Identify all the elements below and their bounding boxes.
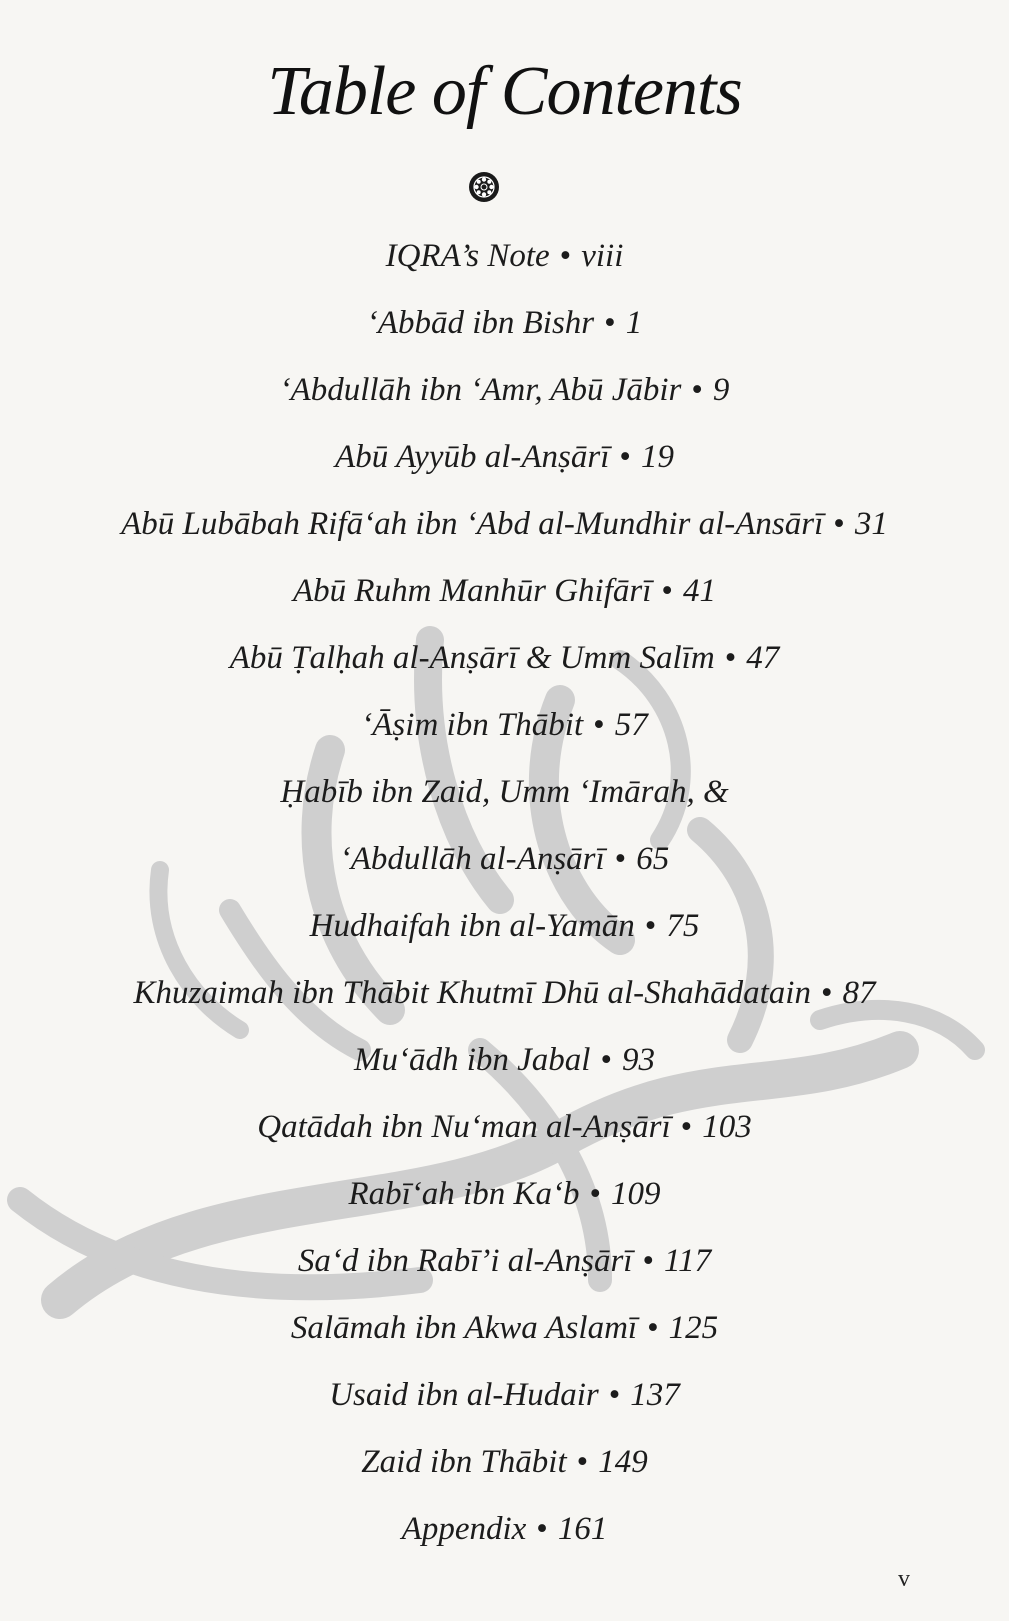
toc-entry-page: 125 — [668, 1310, 719, 1346]
bullet-separator: • — [642, 1243, 655, 1279]
bullet-separator: • — [576, 1444, 589, 1480]
toc-entry-title: Qatādah ibn Nu‘man al-Anṣārī — [257, 1109, 671, 1145]
toc-entry-page: 103 — [702, 1109, 752, 1145]
toc-entry-title: Mu‘ādh ibn Jabal — [353, 1042, 591, 1078]
toc-entry[interactable] — [0, 437, 1009, 477]
toc-entry[interactable] — [0, 906, 1009, 946]
toc-entry-title: Sa‘d ibn Rabī’i al-Anṣārī — [297, 1243, 633, 1279]
bullet-separator: • — [559, 238, 572, 274]
toc-entry[interactable] — [0, 772, 1009, 812]
flower-ornament-icon — [468, 171, 500, 203]
toc-entry-page: 161 — [557, 1511, 608, 1547]
toc-entry[interactable] — [0, 303, 1009, 343]
toc-entry-page: 31 — [854, 506, 888, 542]
toc-entry-page: 19 — [640, 439, 674, 475]
toc-entry-page: 41 — [682, 573, 716, 609]
bullet-separator: • — [536, 1511, 548, 1547]
toc-entry-title: Usaid ibn al-Hudair — [329, 1377, 599, 1413]
bullet-separator: • — [593, 707, 605, 743]
toc-entry-title: Salāmah ibn Akwa Aslamī — [290, 1310, 638, 1346]
bullet-separator: • — [589, 1176, 602, 1212]
bullet-separator: • — [820, 975, 833, 1011]
bullet-separator: • — [644, 908, 657, 944]
toc-entry-title: Ḥabīb ibn Zaid, Umm ‘Imārah, & — [280, 774, 729, 810]
bullet-separator: • — [619, 439, 631, 475]
toc-entry-title: ‘Abbād ibn Bishr — [366, 305, 595, 341]
bullet-separator: • — [604, 305, 616, 341]
bullet-separator: • — [833, 506, 845, 542]
toc-entry-title: ‘Abdullāh al-Anṣārī — [339, 841, 605, 877]
toc-entry[interactable] — [0, 1174, 1009, 1214]
toc-entry-page: 87 — [842, 975, 876, 1011]
bullet-separator: • — [600, 1042, 613, 1078]
toc-entry-page: 47 — [746, 640, 780, 676]
toc-entry[interactable] — [0, 571, 1009, 611]
toc-entry-page: 1 — [625, 305, 643, 341]
toc-entry[interactable] — [0, 1308, 1009, 1348]
toc-entry-title: Zaid ibn Thābit — [361, 1444, 567, 1480]
toc-entry-page: 149 — [598, 1444, 648, 1480]
bullet-separator: • — [647, 1310, 659, 1346]
toc-entry[interactable] — [0, 638, 1009, 678]
toc-entry-title: Abū Ṭalḥah al-Anṣārī & Umm Salīm — [229, 640, 715, 676]
toc-entry[interactable] — [0, 236, 1009, 276]
toc-entry[interactable] — [0, 1375, 1009, 1415]
toc-entry-title: Abū Lubābah Rifā‘ah ibn ‘Abd al-Mundhir al-Ansārī — [121, 506, 824, 542]
toc-entry-page: 93 — [622, 1042, 656, 1078]
page-title: Table of Contents — [267, 53, 742, 130]
toc-entry[interactable] — [0, 370, 1009, 410]
bullet-separator: • — [680, 1109, 693, 1145]
toc-entry-page: 109 — [611, 1176, 661, 1212]
toc-entry[interactable] — [0, 973, 1009, 1013]
toc-entry-page: viii — [581, 238, 624, 274]
bullet-separator: • — [691, 372, 703, 408]
bullet-separator: • — [608, 1377, 621, 1413]
toc-entry-title: Khuzaimah ibn Thābit Khutmī Dhū al-Shahādatain — [133, 975, 811, 1011]
toc-entry-title: ‘Abdullāh ibn ‘Amr, Abū Jābir — [279, 372, 682, 408]
toc-entry[interactable] — [0, 1107, 1009, 1147]
toc-entry[interactable] — [0, 1442, 1009, 1482]
toc-entry-title: ‘Āṣim ibn Thābit — [361, 707, 584, 743]
toc-entry-page: 9 — [712, 372, 730, 408]
bullet-separator: • — [661, 573, 673, 609]
toc-entry-page: 75 — [666, 908, 700, 944]
toc-entry-title: Hudhaifah ibn al-Yamān — [309, 908, 635, 944]
toc-entry[interactable] — [0, 504, 1009, 544]
toc-entry[interactable] — [0, 839, 1009, 879]
toc-entry[interactable] — [0, 1509, 1009, 1549]
toc-entry-title: Rabī‘ah ibn Ka‘b — [348, 1176, 580, 1212]
toc-entry-title: Abū Ruhm Manhūr Ghifārī — [293, 573, 652, 609]
toc-entry[interactable] — [0, 1241, 1009, 1281]
toc-entry-title: Abū Ayyūb al-Anṣārī — [335, 439, 610, 475]
bullet-separator: • — [614, 841, 627, 877]
toc-entry-page: 57 — [614, 707, 648, 743]
toc-entry-page: 137 — [630, 1377, 680, 1413]
toc-entry-page: 65 — [636, 841, 670, 877]
bullet-separator: • — [724, 640, 737, 676]
toc-entry-title: IQRA’s Note — [385, 238, 550, 274]
toc-entry[interactable] — [0, 1040, 1009, 1080]
toc-entry-page: 117 — [664, 1243, 712, 1279]
toc-entry[interactable] — [0, 705, 1009, 745]
toc-entry-title: Appendix — [401, 1511, 527, 1547]
page-number: v — [898, 1566, 910, 1592]
